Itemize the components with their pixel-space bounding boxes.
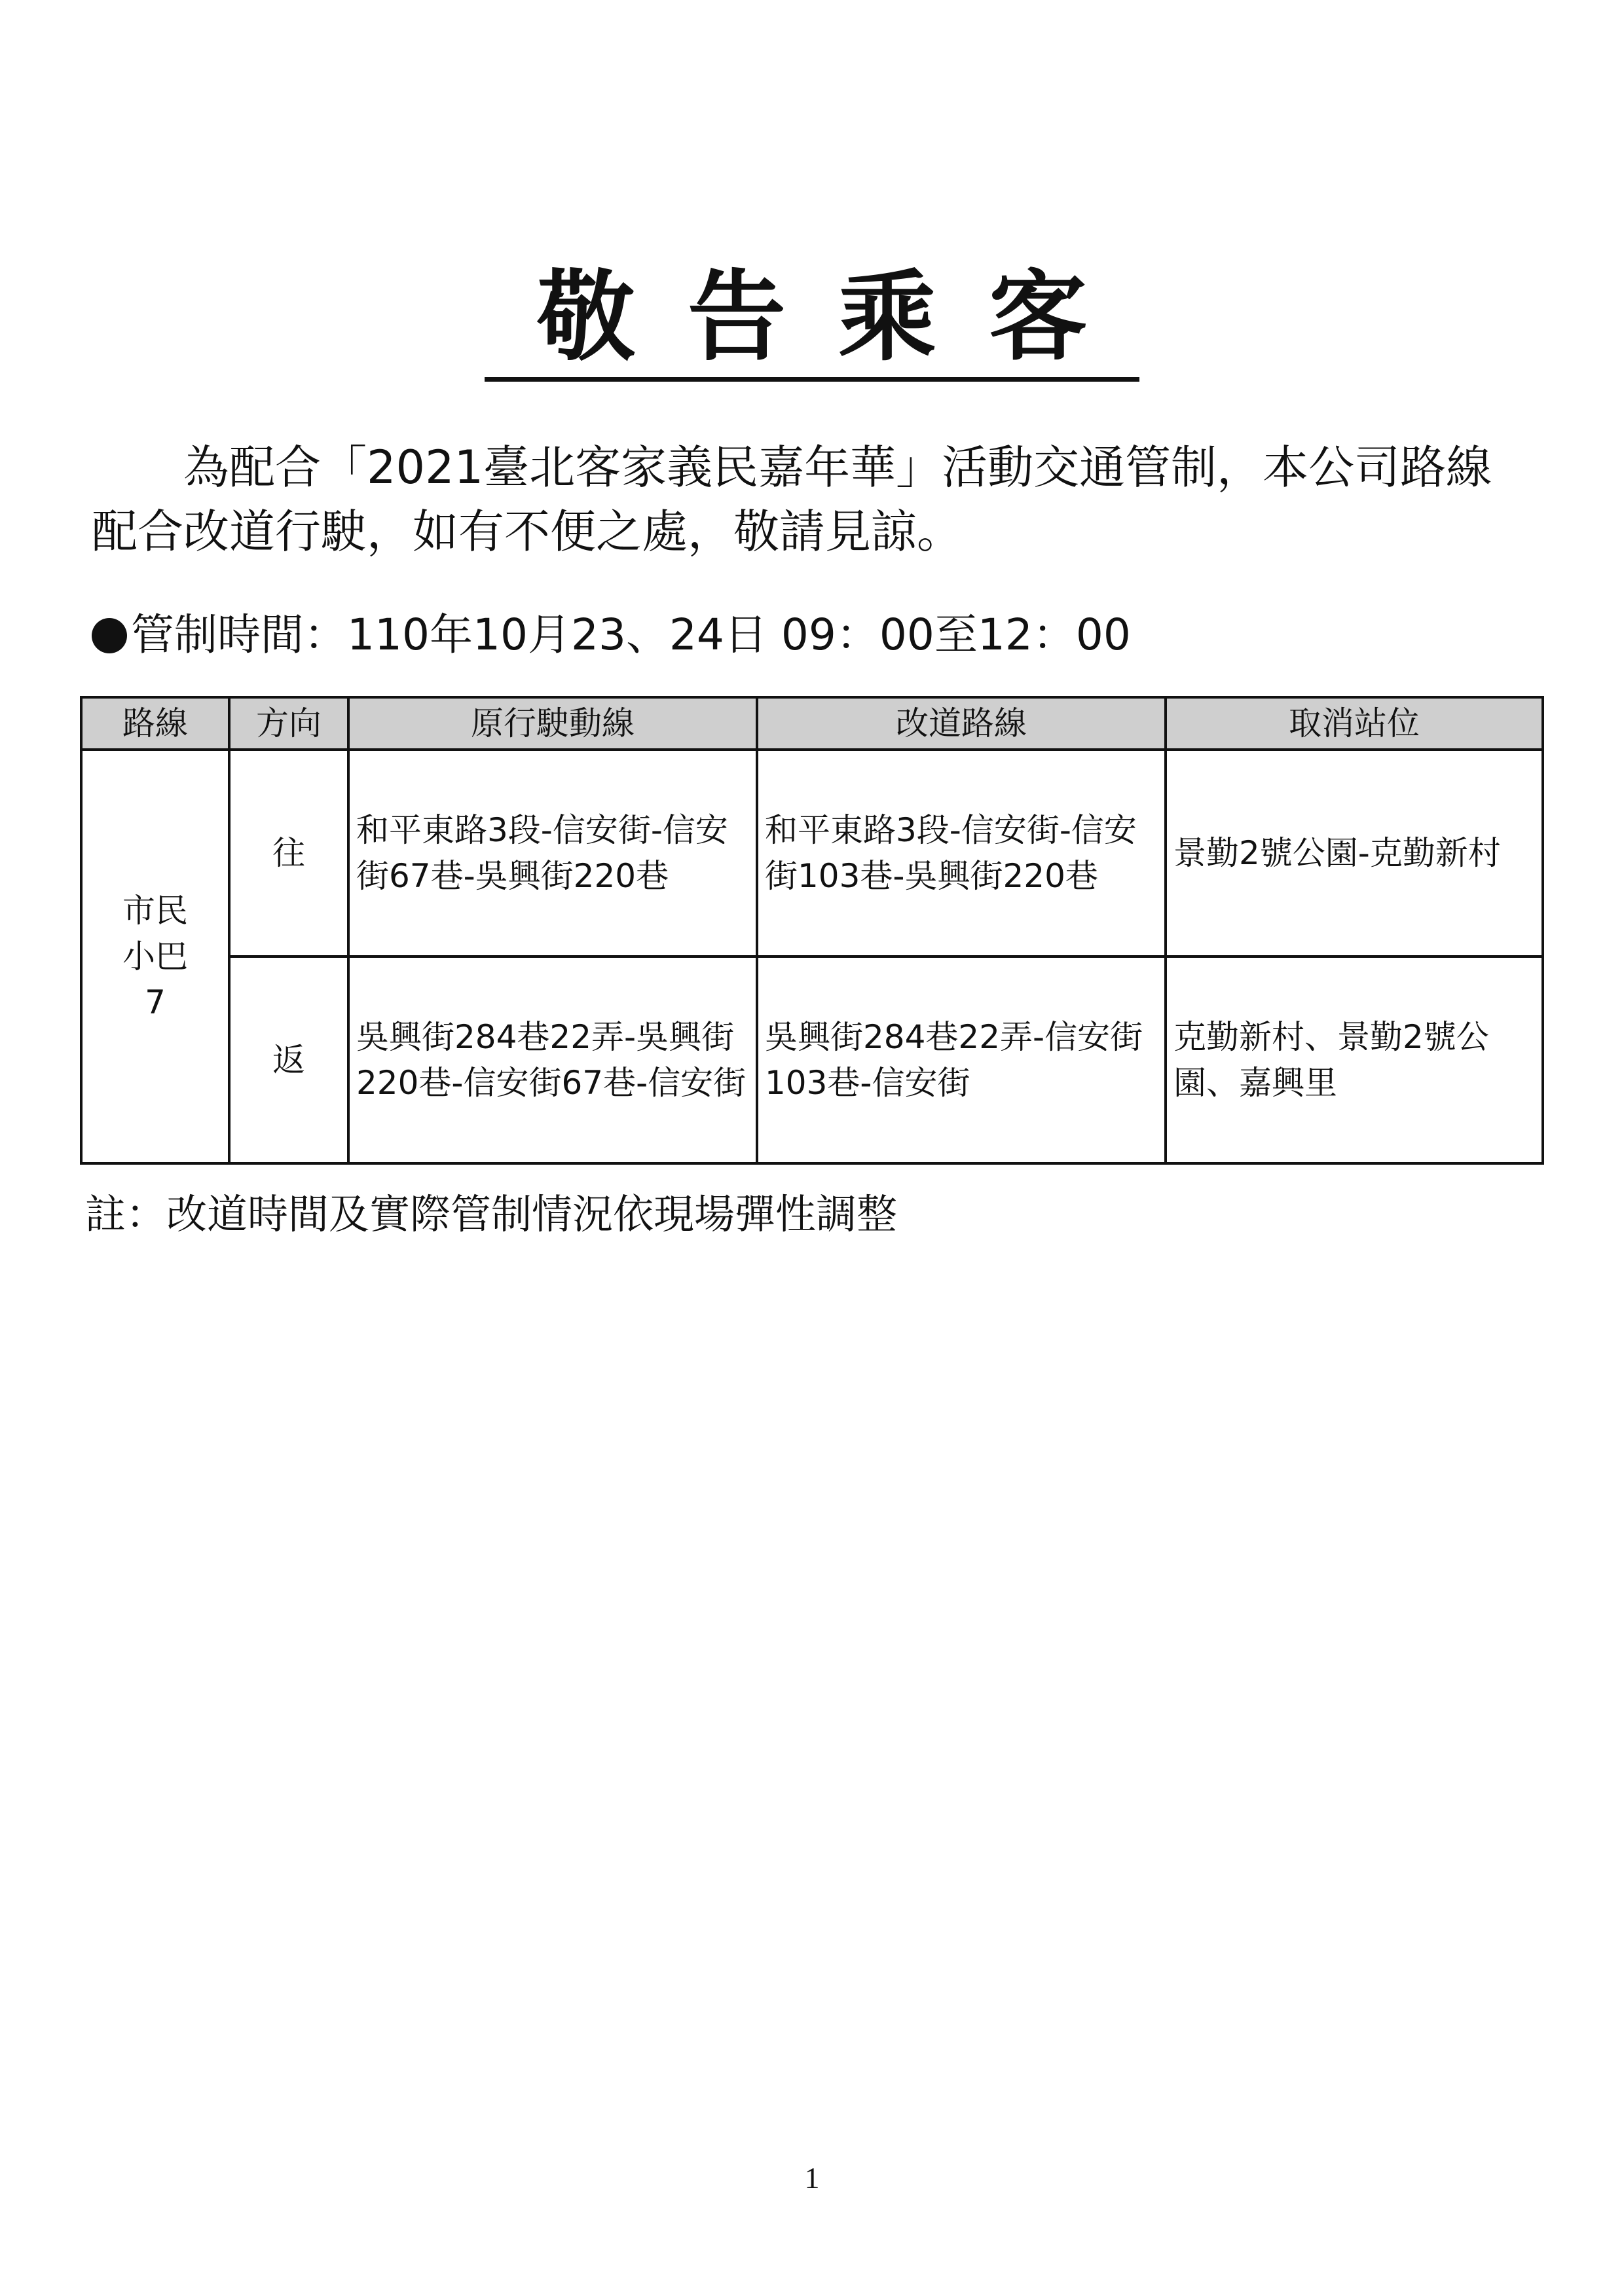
original-route-cell: 和平東路3段-信安街-信安街67巷-吳興街220巷 bbox=[348, 750, 757, 957]
header-direction: 方向 bbox=[229, 697, 348, 750]
header-detour-route: 改道路線 bbox=[757, 697, 1166, 750]
schedule-label: 管制時間： bbox=[131, 610, 347, 660]
cancelled-stops-cell: 克勤新村、景勤2號公園、嘉興里 bbox=[1166, 957, 1543, 1163]
header-original-route: 原行駛動線 bbox=[348, 697, 757, 750]
direction-cell: 返 bbox=[229, 957, 348, 1163]
header-cancelled-stops: 取消站位 bbox=[1166, 697, 1543, 750]
detour-route-cell: 和平東路3段-信安街-信安街103巷-吳興街220巷 bbox=[757, 750, 1166, 957]
footnote: 註：改道時間及實際管制情況依現場彈性調整 bbox=[85, 1190, 898, 1238]
notice-title-block bbox=[0, 262, 1624, 382]
table-header-row bbox=[81, 697, 1543, 750]
intro-paragraph: 為配合「2021臺北客家義民嘉年華」活動交通管制，本公司路線配合改道行駛，如有不便之處，敬請見諒。 bbox=[92, 441, 1492, 558]
detour-route-cell: 吳興街284巷22弄-信安街103巷-信安街 bbox=[757, 957, 1166, 1163]
table-row bbox=[81, 957, 1543, 1163]
notice-title: 敬告乘客 bbox=[485, 262, 1139, 382]
direction-cell: 往 bbox=[229, 750, 348, 957]
route-name-cell bbox=[81, 750, 229, 1163]
header-route: 路線 bbox=[81, 697, 229, 750]
bullet-icon bbox=[92, 618, 127, 653]
route-name: 市民小巴7 bbox=[122, 892, 188, 1021]
original-route-cell: 吳興街284巷22弄-吳興街220巷-信安街67巷-信安街 bbox=[348, 957, 757, 1163]
page-number: 1 bbox=[804, 2161, 820, 2195]
control-schedule bbox=[92, 606, 1131, 665]
cancelled-stops-cell: 景勤2號公園-克勤新村 bbox=[1166, 750, 1543, 957]
detour-table bbox=[80, 696, 1544, 1165]
table-row bbox=[81, 750, 1543, 957]
schedule-value: 110年10月23、24日 09：00至12：00 bbox=[347, 610, 1131, 660]
